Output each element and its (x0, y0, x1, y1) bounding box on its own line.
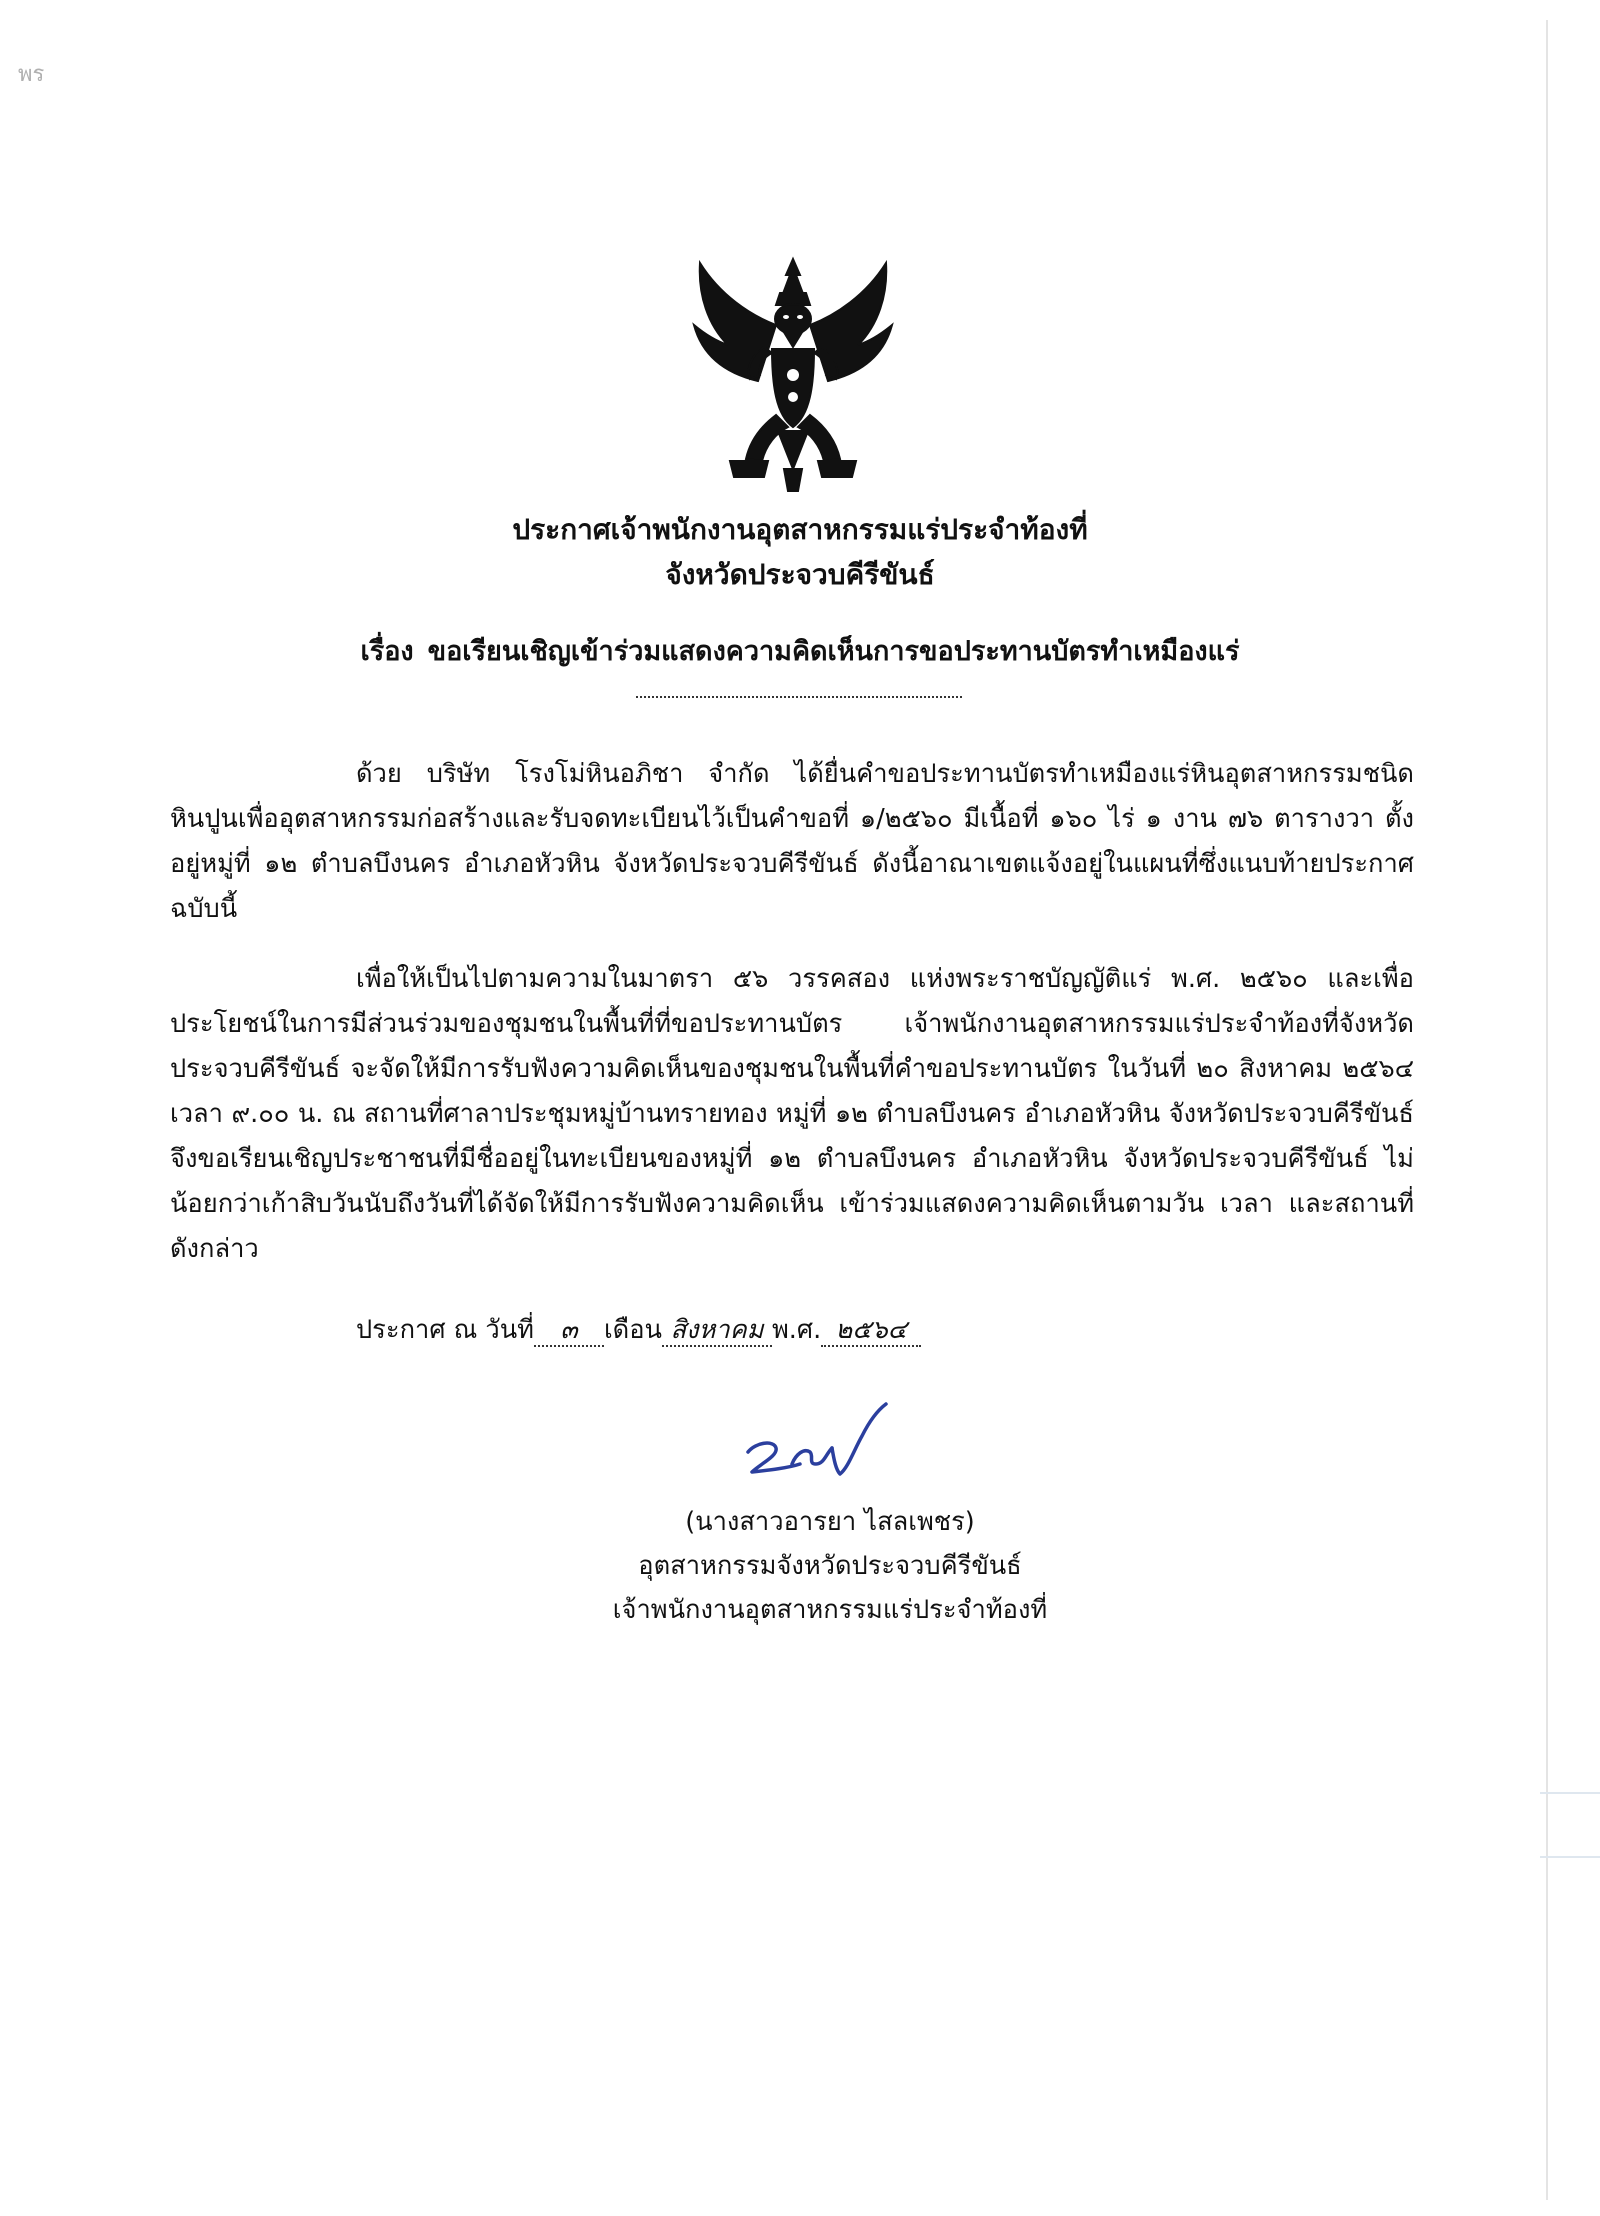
date-month: สิงหาคม (662, 1315, 772, 1347)
scan-mark (1540, 1856, 1600, 1858)
signatory-name: (นางสาวอารยา ไสลเพชร) (685, 1507, 975, 1537)
date-day: ๓ (534, 1315, 604, 1347)
scan-edge-line (1546, 20, 1548, 2200)
announcement-title: ประกาศเจ้าพนักงานอุตสาหกรรมแร่ประจำท้องที่ (512, 513, 1088, 546)
subject-label: เรื่อง (360, 636, 414, 667)
dotted-divider (636, 694, 962, 698)
date-month-label: เดือน (603, 1315, 662, 1345)
date-year-label: พ.ศ. (771, 1315, 822, 1345)
subject-text: ขอเรียนเชิญเข้าร่วมแสดงความคิดเห็นการขอประทานบัตรทำเหมืองแร่ (427, 636, 1240, 667)
body-paragraph-1: ด้วย บริษัท โรงโม่หินอภิชา จำกัด ได้ยื่นคำขอประทานบัตรทำเหมืองแร่หินอุตสาหกรรมชนิดหินปูนเพื่ออุตสาหกรรมก่อสร้างและรับจดทะเบียนไว้เป็นคำขอที่ ๑/๒๕๖๐ มีเนื้อที่ ๑๖๐ ไร่ ๑ งาน ๗๖ ตารางวา ตั้งอยู่หมู่ที่ ๑๒ ตำบลบึงนคร อำเภอหัวหิน จังหวัดประจวบคีรีขันธ์ ดังนี้อาณาเขตแจ้งอยู่ในแผนที่ซึ่งแนบท้ายประกาศฉบับนี้ (170, 759, 1414, 924)
signature-block (560, 1500, 1100, 1632)
garuda-emblem-icon (680, 255, 906, 495)
handwritten-signature (730, 1390, 900, 1490)
signatory-position-2: เจ้าพนักงานอุตสาหกรรมแร่ประจำท้องที่ (612, 1595, 1048, 1625)
province-title: จังหวัดประจวบคีรีขันธ์ (665, 558, 935, 591)
corner-handwriting: พร (18, 62, 45, 87)
signatory-position-1: อุตสาหกรรมจังหวัดประจวบคีรีขันธ์ (638, 1551, 1022, 1581)
announcement-date-line (356, 1310, 921, 1350)
date-year: ๒๕๖๔ (821, 1315, 921, 1347)
subject-line (0, 632, 1600, 672)
date-prefix: ประกาศ ณ วันที่ (356, 1315, 534, 1345)
scan-mark (1540, 1792, 1600, 1794)
body-paragraph-2: เพื่อให้เป็นไปตามความในมาตรา ๕๖ วรรคสอง แห่งพระราชบัญญัติแร่ พ.ศ. ๒๕๖๐ และเพื่อประโยชน์ในการมีส่วนร่วมของชุมชนในพื้นที่ที่ขอประทานบัตร เจ้าพนักงานอุตสาหกรรมแร่ประจำท้องที่จังหวัดประจวบคีรีขันธ์ จะจัดให้มีการรับฟังความคิดเห็นของชุมชนในพื้นที่คำขอประทานบัตร ในวันที่ ๒๐ สิงหาคม ๒๕๖๔ เวลา ๙.๐๐ น. ณ สถานที่ศาลาประชุมหมู่บ้านทรายทอง หมู่ที่ ๑๒ ตำบลบึงนคร อำเภอหัวหิน จังหวัดประจวบคีรีขันธ์ จึงขอเรียนเชิญประชาชนที่มีชื่ออยู่ในทะเบียนของหมู่ที่ ๑๒ ตำบลบึงนคร อำเภอหัวหิน จังหวัดประจวบคีรีขันธ์ ไม่น้อยกว่าเก้าสิบวันนับถึงวันที่ได้จัดให้มีการรับฟังความคิดเห็น เข้าร่วมแสดงความคิดเห็นตามวัน เวลา และสถานที่ดังกล่าว (170, 964, 1414, 1264)
